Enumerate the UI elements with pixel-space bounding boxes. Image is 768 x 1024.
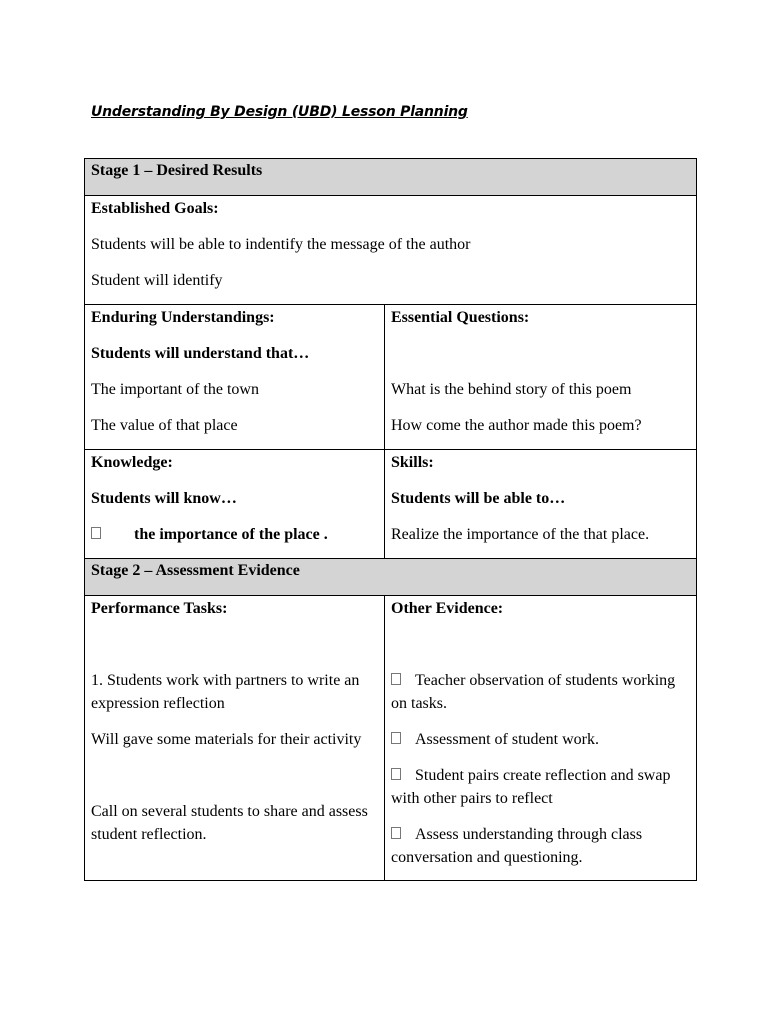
other-evidence-label: Other Evidence: bbox=[391, 600, 504, 617]
performance-tasks-cell bbox=[85, 596, 385, 881]
bullet-box-icon bbox=[391, 732, 401, 744]
skills-cell bbox=[385, 450, 697, 559]
essential-questions-cell bbox=[385, 305, 697, 450]
stage2-header bbox=[85, 559, 697, 596]
established-goals-cell bbox=[85, 196, 697, 305]
evidence-item: Teacher observation of students working on tasks. bbox=[391, 672, 676, 712]
knowledge-label: Knowledge: bbox=[91, 454, 173, 471]
knowledge-cell bbox=[85, 450, 385, 559]
enduring-understandings-sub: Students will understand that… bbox=[91, 345, 310, 362]
evidence-item: Assess understanding through class conversation and questioning. bbox=[391, 826, 643, 866]
enduring-understandings-cell bbox=[85, 305, 385, 450]
bullet-box-icon bbox=[391, 768, 401, 780]
stage1-header bbox=[85, 159, 697, 196]
knowledge-sub: Students will know… bbox=[91, 490, 237, 507]
lesson-plan-table bbox=[84, 158, 697, 881]
task-item: 1. Students work with partners to write an expression reflection bbox=[91, 672, 360, 712]
other-evidence-cell bbox=[385, 596, 697, 881]
understanding-item: The value of that place bbox=[91, 417, 238, 434]
essential-questions-label: Essential Questions: bbox=[391, 309, 530, 326]
task-item: Will gave some materials for their activity bbox=[91, 731, 362, 748]
skills-label: Skills: bbox=[391, 454, 434, 471]
stage1-title: Stage 1 – Desired Results bbox=[91, 162, 263, 179]
question-item: How come the author made this poem? bbox=[391, 417, 642, 434]
question-item: What is the behind story of this poem bbox=[391, 381, 632, 398]
performance-tasks-label: Performance Tasks: bbox=[91, 600, 228, 617]
skills-sub: Students will be able to… bbox=[391, 490, 566, 507]
understanding-item: The important of the town bbox=[91, 381, 259, 398]
knowledge-item: the importance of the place . bbox=[91, 523, 378, 546]
goal-line: Students will be able to indentify the message of the author bbox=[91, 236, 471, 253]
bullet-box-icon bbox=[391, 827, 401, 839]
established-goals-label: Established Goals: bbox=[91, 200, 219, 217]
evidence-item: Assessment of student work. bbox=[391, 728, 690, 751]
goal-line: Student will identify bbox=[91, 272, 223, 289]
bullet-box-icon bbox=[391, 673, 401, 685]
skill-item: Realize the importance of the that place. bbox=[391, 526, 650, 543]
stage2-title: Stage 2 – Assessment Evidence bbox=[91, 562, 300, 579]
task-item: Call on several students to share and assess student reflection. bbox=[91, 803, 368, 843]
bullet-box-icon bbox=[91, 527, 101, 539]
document-title: Understanding By Design (UBD) Lesson Planning bbox=[91, 104, 468, 120]
enduring-understandings-label: Enduring Understandings: bbox=[91, 309, 275, 326]
evidence-item: Student pairs create reflection and swap with other pairs to reflect bbox=[391, 767, 671, 807]
